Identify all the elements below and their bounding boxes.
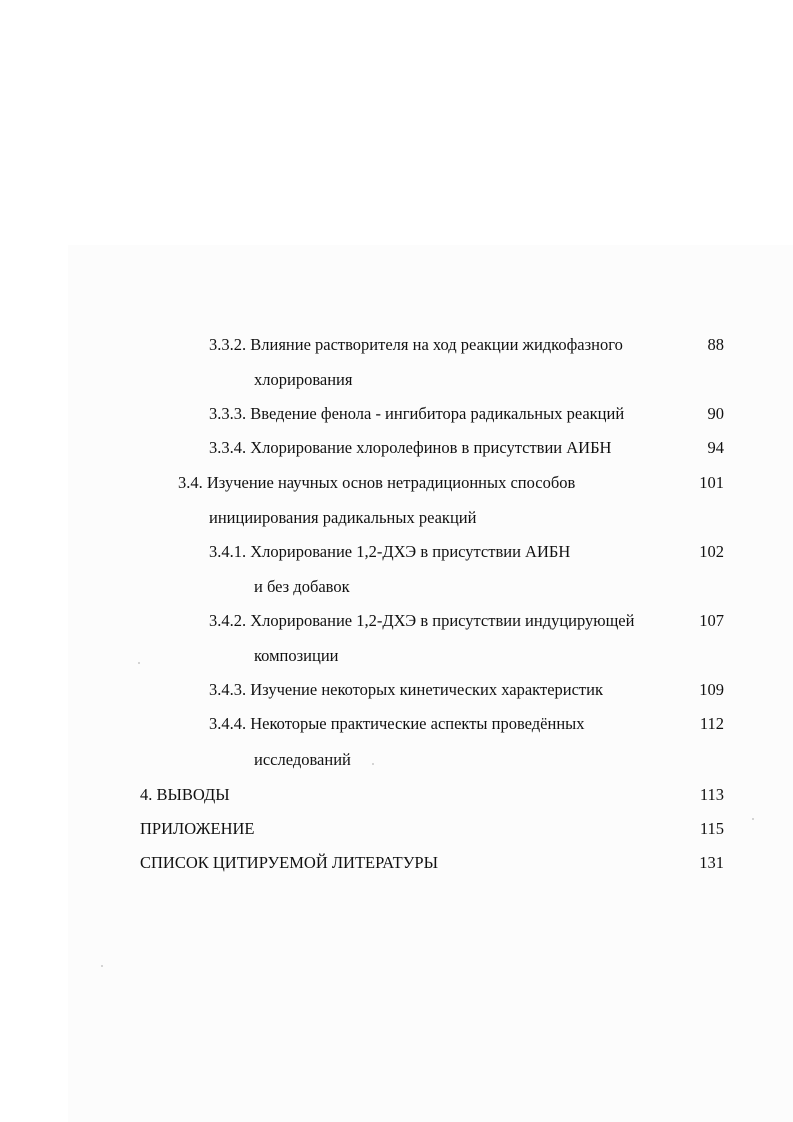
toc-entry-3-3-4: 3.3.4. Хлорирование хлоролефинов в присутствии АИБН [209,438,612,457]
toc-entry-references-page: 131 [699,853,724,872]
toc-entry-appendix-page: 115 [699,819,724,838]
toc-entry-3-3-3-page: 90 [707,404,724,423]
toc-entry-3-3-3: 3.3.3. Введение фенола - ингибитора радикальных реакций [209,404,625,423]
toc-entry-appendix: ПРИЛОЖЕНИЕ [140,819,255,838]
toc-entry-3-4-1-line-1: 3.4.1. Хлорирование 1,2-ДХЭ в присутствии АИБН [209,542,571,561]
toc-entry-3-4-1-page: 102 [699,542,724,561]
toc-entry-3-4-page: 101 [699,473,724,492]
toc-entry-3-4-4-line-2: исследований [254,750,351,769]
toc-entry-3-4-1-line-2: и без добавок [254,577,350,596]
toc-entry-3-3-2-line-1: 3.3.2. Влияние растворителя на ход реакции жидкофазного [209,335,623,354]
toc-entry-3-4-3-page: 109 [699,680,724,699]
toc-entry-3-3-4-page: 94 [707,438,724,457]
toc-entry-3-4-line-2: инициирования радикальных реакций [209,508,477,527]
toc-entry-3-3-2-line-2: хлорирования [254,370,353,389]
toc-entry-3-3-2-page: 88 [707,335,724,354]
toc-entry-3-4-2-line-1: 3.4.2. Хлорирование 1,2-ДХЭ в присутствии индуцирующей [209,611,635,630]
toc-entry-3-4-4-page: 112 [699,714,724,733]
toc-entry-3-4-3: 3.4.3. Изучение некоторых кинетических характеристик [209,680,603,699]
toc-entry-conclusions-page: 113 [699,785,724,804]
toc-entry-3-4-2-line-2: композиции [254,646,339,665]
toc-entry-conclusions: 4. ВЫВОДЫ [140,785,230,804]
toc-entry-references: СПИСОК ЦИТИРУЕМОЙ ЛИТЕРАТУРЫ [140,853,438,872]
toc-entry-3-4-2-page: 107 [699,611,724,630]
toc-entry-3-4-4-line-1: 3.4.4. Некоторые практические аспекты проведённых [209,714,585,733]
toc-entry-3-4-line-1: 3.4. Изучение научных основ нетрадиционных способов [178,473,576,492]
